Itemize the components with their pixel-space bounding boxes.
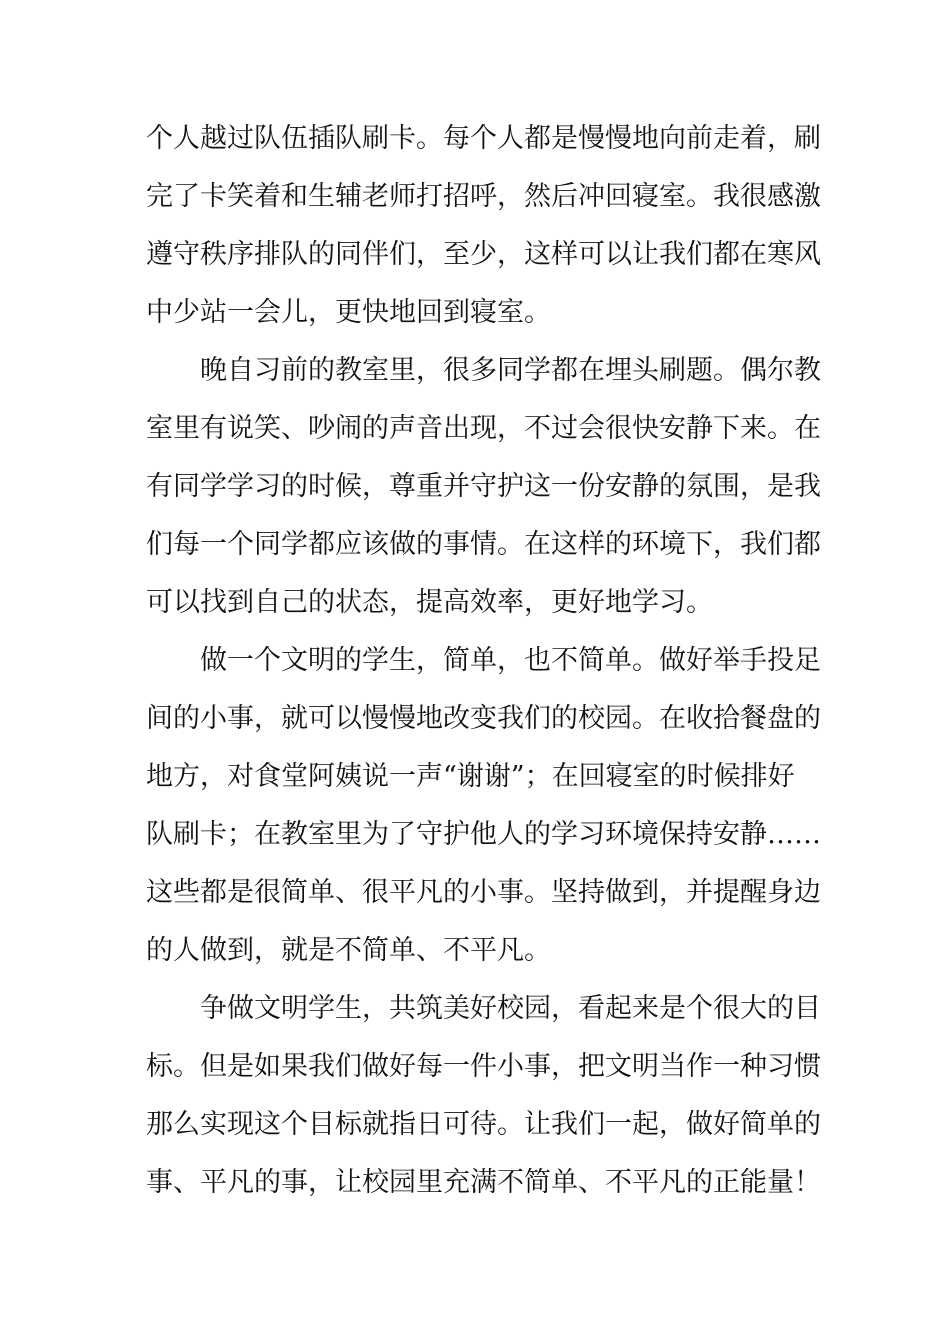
paragraph-3-line-1: 做一个文明的学生，简单，也不简单。做好举手投足 xyxy=(200,645,821,676)
paragraph-3-line-4: 队刷卡；在教室里为了守护他人的学习环境保持安静…… xyxy=(146,819,821,850)
paragraph-3-line-5: 这些都是很简单、很平凡的小事。坚持做到，并提醒身边 xyxy=(146,877,821,908)
paragraph-3-line-2: 间的小事，就可以慢慢地改变我们的校园。在收拾餐盘的 xyxy=(146,703,821,734)
paragraph-1-line-2: 完了卡笑着和生辅老师打招呼，然后冲回寝室。我很感激 xyxy=(146,181,821,212)
paragraph-2-line-3: 有同学学习的时候，尊重并守护这一份安静的氛围，是我 xyxy=(146,471,821,502)
paragraph-4-line-3: 那么实现这个目标就指日可待。让我们一起，做好简单的 xyxy=(146,1109,821,1140)
paragraph-3-line-6: 的人做到，就是不简单、不平凡。 xyxy=(146,935,551,966)
paragraph-2-line-2: 室里有说笑、吵闹的声音出现，不过会很快安静下来。在 xyxy=(146,413,821,444)
body-text xyxy=(146,110,821,1212)
paragraph-2-line-4: 们每一个同学都应该做的事情。在这样的环境下，我们都 xyxy=(146,529,821,560)
paragraph-3-line-3: 地方，对食堂阿姨说一声“谢谢”；在回寝室的时候排好 xyxy=(146,761,795,792)
paragraph-2-line-5: 可以找到自己的状态，提高效率，更好地学习。 xyxy=(146,587,713,618)
paragraph-4-line-4: 事、平凡的事，让校园里充满不简单、不平凡的正能量！ xyxy=(146,1167,821,1198)
paragraph-4-line-1: 争做文明学生，共筑美好校园，看起来是个很大的目 xyxy=(200,993,821,1024)
paragraph-1-line-3: 遵守秩序排队的同伴们，至少，这样可以让我们都在寒风 xyxy=(146,239,821,270)
paragraph-1-line-1: 个人越过队伍插队刷卡。每个人都是慢慢地向前走着，刷 xyxy=(146,123,821,154)
paragraph-2-line-1: 晚自习前的教室里，很多同学都在埋头刷题。偶尔教 xyxy=(200,355,821,386)
paragraph-1-line-4: 中少站一会儿，更快地回到寝室。 xyxy=(146,297,551,328)
paragraph-4-line-2: 标。但是如果我们做好每一件小事，把文明当作一种习惯 xyxy=(146,1051,821,1082)
